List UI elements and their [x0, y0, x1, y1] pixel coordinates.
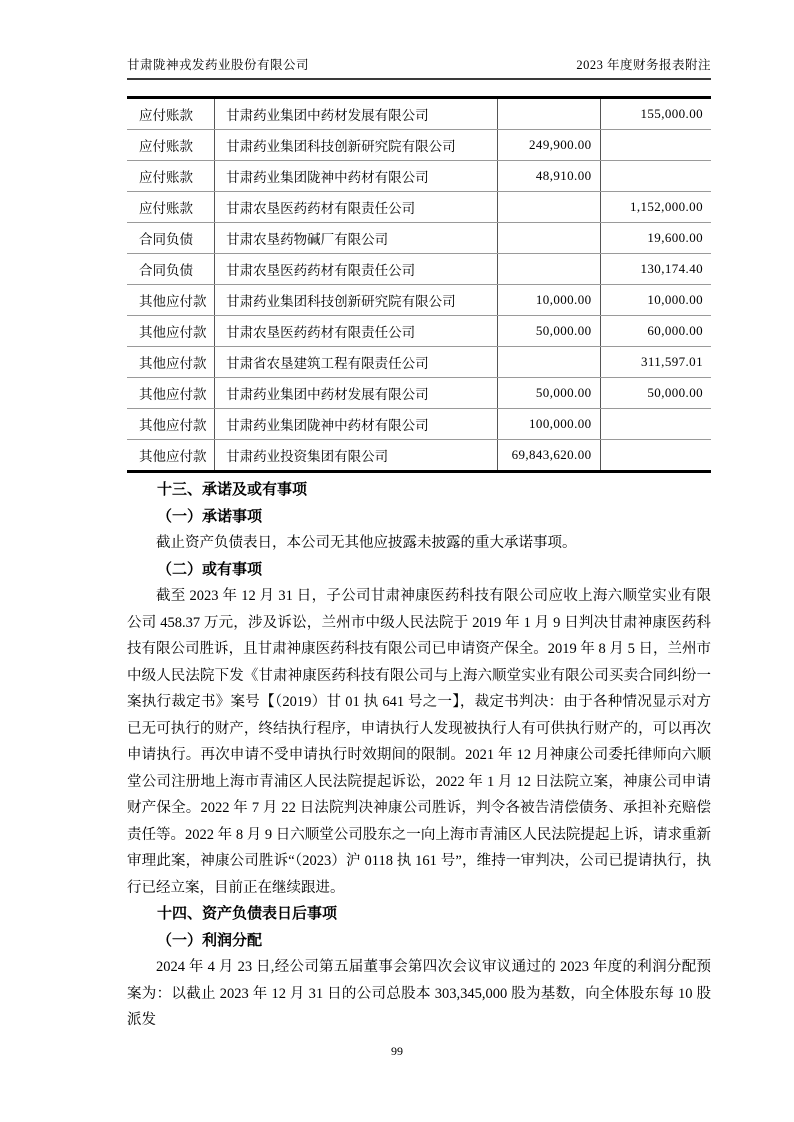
amount-column1-cell	[498, 192, 600, 223]
section-14-heading: 十四、资产负债表日后事项	[157, 906, 338, 922]
related-party-cell: 甘肃药业集团中药材发展有限公司	[215, 98, 498, 130]
amount-column2-cell: 19,600.00	[600, 223, 711, 254]
related-party-cell: 甘肃药业集团中药材发展有限公司	[215, 378, 498, 409]
related-party-cell: 甘肃农垦医药药材有限责任公司	[215, 192, 498, 223]
item-type-cell: 其他应付款	[127, 409, 215, 440]
amount-column2-cell	[600, 130, 711, 161]
commitments-paragraph: 截止资产负债表日，本公司无其他应披露未披露的重大承诺事项。	[156, 535, 577, 551]
table-row	[127, 285, 711, 316]
item-type-cell: 应付账款	[127, 192, 215, 223]
related-party-cell: 甘肃农垦医药药材有限责任公司	[215, 316, 498, 347]
related-party-cell: 甘肃药业集团科技创新研究院有限公司	[215, 285, 498, 316]
item-type-cell: 合同负债	[127, 254, 215, 285]
amount-column2-cell: 50,000.00	[600, 378, 711, 409]
table-row	[127, 316, 711, 347]
table-row	[127, 130, 711, 161]
table-row	[127, 161, 711, 192]
related-party-balances-table	[127, 96, 711, 473]
profit-distribution-paragraph: 2024 年 4 月 23 日,经公司第五届董事会第四次会议审议通过的 2023 年度的利润分配预案为：以截止 2023 年 12 月 31 日的公司总股本 303,345,000 股为基数，向全体股东每 10 股派发	[127, 959, 711, 1028]
table-row	[127, 254, 711, 285]
amount-column1-cell: 100,000.00	[498, 409, 600, 440]
table-row	[127, 347, 711, 378]
amount-column2-cell: 1,152,000.00	[600, 192, 711, 223]
item-type-cell: 合同负债	[127, 223, 215, 254]
item-type-cell: 其他应付款	[127, 347, 215, 378]
section-13-heading: 十三、承诺及或有事项	[157, 482, 308, 498]
related-party-table-body	[127, 98, 711, 472]
related-party-cell: 甘肃省农垦建筑工程有限责任公司	[215, 347, 498, 378]
related-party-cell: 甘肃药业集团陇神中药材有限公司	[215, 409, 498, 440]
item-type-cell: 其他应付款	[127, 378, 215, 409]
related-party-cell: 甘肃药业投资集团有限公司	[215, 440, 498, 472]
related-party-cell: 甘肃农垦药物碱厂有限公司	[215, 223, 498, 254]
amount-column1-cell	[498, 98, 600, 130]
page-number: 99	[391, 1044, 403, 1058]
page-content	[127, 96, 711, 1034]
table-row	[127, 192, 711, 223]
page-header	[127, 55, 711, 80]
amount-column1-cell: 249,900.00	[498, 130, 600, 161]
item-type-cell: 其他应付款	[127, 285, 215, 316]
amount-column2-cell	[600, 161, 711, 192]
related-party-cell: 甘肃药业集团科技创新研究院有限公司	[215, 130, 498, 161]
table-row	[127, 409, 711, 440]
amount-column1-cell	[498, 254, 600, 285]
amount-column2-cell: 311,597.01	[600, 347, 711, 378]
header-company-name: 甘肃陇神戎发药业股份有限公司	[127, 58, 310, 72]
amount-column2-cell: 10,000.00	[600, 285, 711, 316]
amount-column1-cell	[498, 223, 600, 254]
related-party-cell: 甘肃药业集团陇神中药材有限公司	[215, 161, 498, 192]
table-row	[127, 440, 711, 472]
amount-column2-cell	[600, 440, 711, 472]
section-14-1-heading: （一）利润分配	[157, 932, 263, 949]
amount-column1-cell: 50,000.00	[498, 378, 600, 409]
related-party-cell: 甘肃农垦医药药材有限责任公司	[215, 254, 498, 285]
narrative-sections	[127, 477, 711, 1034]
item-type-cell: 应付账款	[127, 161, 215, 192]
header-report-title: 2023 年度财务报表附注	[576, 58, 711, 72]
item-type-cell: 应付账款	[127, 98, 215, 130]
amount-column1-cell: 50,000.00	[498, 316, 600, 347]
amount-column2-cell: 155,000.00	[600, 98, 711, 130]
amount-column2-cell	[600, 409, 711, 440]
amount-column2-cell: 60,000.00	[600, 316, 711, 347]
amount-column1-cell	[498, 347, 600, 378]
amount-column1-cell: 10,000.00	[498, 285, 600, 316]
table-row	[127, 98, 711, 130]
amount-column2-cell: 130,174.40	[600, 254, 711, 285]
page-footer	[0, 1044, 794, 1059]
amount-column1-cell: 69,843,620.00	[498, 440, 600, 472]
item-type-cell: 应付账款	[127, 130, 215, 161]
item-type-cell: 其他应付款	[127, 316, 215, 347]
item-type-cell: 其他应付款	[139, 449, 207, 464]
table-row	[127, 378, 711, 409]
section-13-1-heading: （一）承诺事项	[157, 508, 263, 525]
table-row	[127, 223, 711, 254]
amount-column1-cell: 48,910.00	[498, 161, 600, 192]
section-13-2-heading: （二）或有事项	[157, 561, 263, 578]
contingencies-paragraph: 截至 2023 年 12 月 31 日，子公司甘肃神康医药科技有限公司应收上海六顺堂实业有限公司 458.37 万元，涉及诉讼，兰州市中级人民法院于 2019 年 1 月 9 日判决甘肃神康医药科技有限公司胜诉，且甘肃神康医药科技有限公司已申请资产保全。2019 年 8 月 5 日，兰州市中级人民法院下发《甘肃神康医药科技有限公司与上海六顺堂实业有限公司买卖合同纠纷一案执行裁定书》案号【（2019）甘 01 执 641 号之一】，裁定书判决：由于各种情况显示对方已无可执行的财产，终结执行程序，申请执行人发现被执行人有可供执行财产的，可以再次申请执行。再次申请不受申请执行时效期间的限制。2021 年 12 月神康公司委托律师向六顺堂公司注册地上海市青浦区人民法院提起诉讼，2022 年 1 月 12 日法院立案，神康公司申请财产保全。2022 年 7 月 22 日法院判决神康公司胜诉，判令各被告清偿债务、承担补充赔偿责任等。2022 年 8 月 9 日六顺堂公司股东之一向上海市青浦区人民法院提起上诉，请求重新审理此案，神康公司胜诉“（2023）沪 0118 执 161 号”，维持一审判决，公司已提请执行，执行已经立案，目前正在继续跟进。	[127, 588, 711, 896]
